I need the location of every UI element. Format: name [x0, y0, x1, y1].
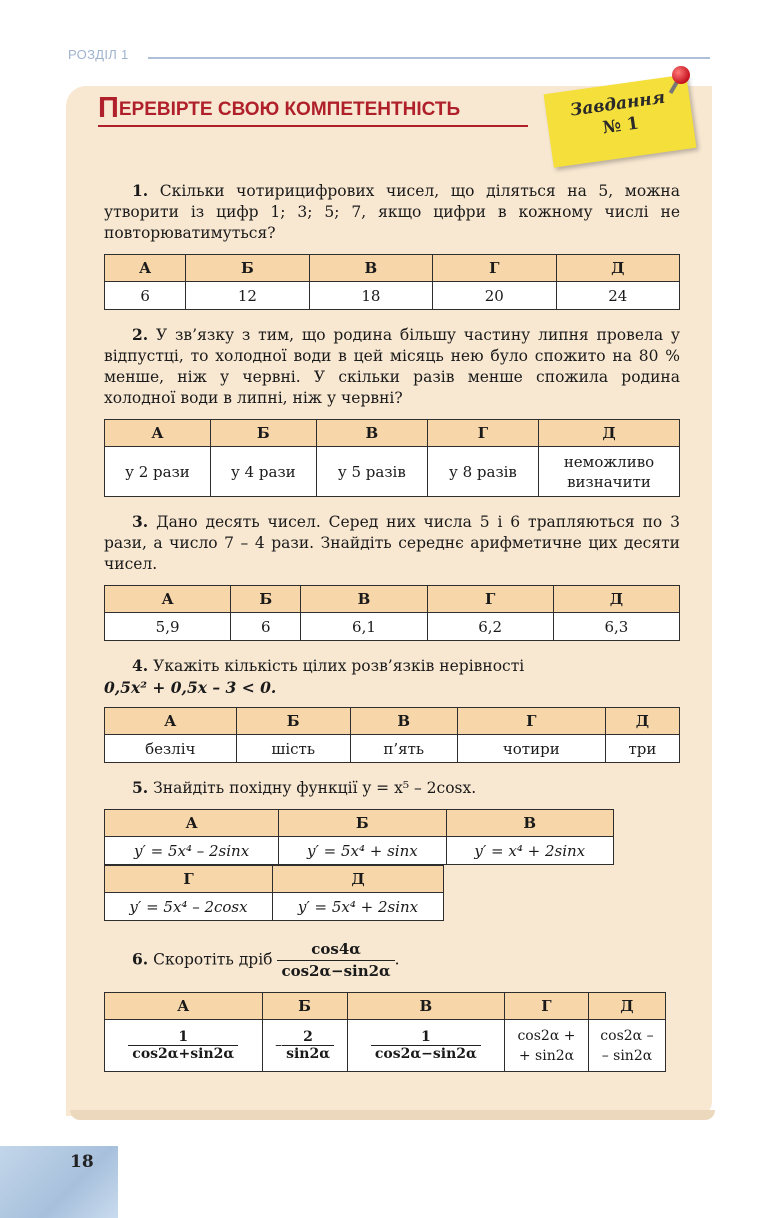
- answer-table-5: А Б В y′ = 5x⁴ – 2sinx y′ = 5x⁴ + sinx y′ = x⁴ + 2sinx: [104, 809, 614, 865]
- sticky-line1: Завдання: [568, 87, 667, 121]
- inequality: 0,5x² + 0,5x – 3 < 0.: [104, 678, 277, 697]
- title-initial: П: [98, 92, 119, 124]
- answer-table-4: А Б В Г Д безліч шість п’ять чотири три: [104, 707, 680, 763]
- question-3: 3. Дано десять чисел. Серед них числа 5 і 6 трапляються по 3 рази, а число 7 – 4 рази. Знайдіть середнє арифметичне цих десяти чисел.: [104, 512, 680, 573]
- answer-table-6: А Б В Г Д $\frac{1}{\cos 2\alpha+\sin 2\alpha}$ – $\frac{2}{\sin 2\alpha}$ $\frac{1}{\cos 2\alpha-\sin 2\alpha}$ cos2α + + sin2α cos2α – – sin2α: [104, 992, 666, 1072]
- answer-table-1: А Б В Г Д 6 12 18 20 24: [104, 254, 680, 310]
- page-number: 18: [70, 1152, 94, 1172]
- question-1: 1. Скільки чотирицифрових чисел, що діляться на 5, можна утворити із цифр 1; 3; 5; 7, якщо цифри в кожному числі не повторюватимуться?: [104, 181, 680, 242]
- sticky-line2: № 1: [601, 113, 641, 139]
- title-underline: [98, 125, 528, 127]
- section-divider: [148, 57, 710, 59]
- question-5: 5. Знайдіть похідну функції y = x⁵ – 2cosx.: [132, 778, 477, 797]
- section-label: РОЗДІЛ 1: [68, 47, 129, 62]
- pushpin-icon: [672, 66, 690, 84]
- answer-table-2: А Б В Г Д у 2 рази у 4 рази у 5 разів у 8 разів неможливо визначити: [104, 419, 680, 497]
- panel-shadow: [70, 1110, 715, 1120]
- page-corner-decoration: [0, 1146, 118, 1218]
- page-title: [98, 92, 460, 125]
- question-4: 4. Укажіть кількість цілих розв’язків нерівності 0,5x² + 0,5x – 3 < 0.: [104, 656, 525, 697]
- questions: [104, 180, 680, 1072]
- question-6: 6. Скоротіть дріб $\frac{\cos 4\alpha}{\cos 2\alpha-\sin 2\alpha}$ .: [132, 940, 400, 980]
- title-rest: ЕРЕВІРТЕ СВОЮ КОМПЕТЕНТНІСТЬ: [118, 99, 461, 120]
- answer-table-5b: Г Д y′ = 5x⁴ – 2cosx y′ = 5x⁴ + 2sinx: [104, 865, 444, 921]
- answer-table-3: А Б В Г Д 5,9 6 6,1 6,2 6,3: [104, 585, 680, 641]
- question-2: 2. У зв’язку з тим, що родина більшу частину липня провела у відпустці, то холодної води в цей місяць нею було спожито на 80 % менше, ніж у червні. У скільки разів менше спожила родина холодної води в липні, ніж у червні?: [104, 325, 680, 407]
- fraction-expression: $\frac{\cos 4\alpha}{\cos 2\alpha-\sin 2\alpha}$: [277, 939, 394, 982]
